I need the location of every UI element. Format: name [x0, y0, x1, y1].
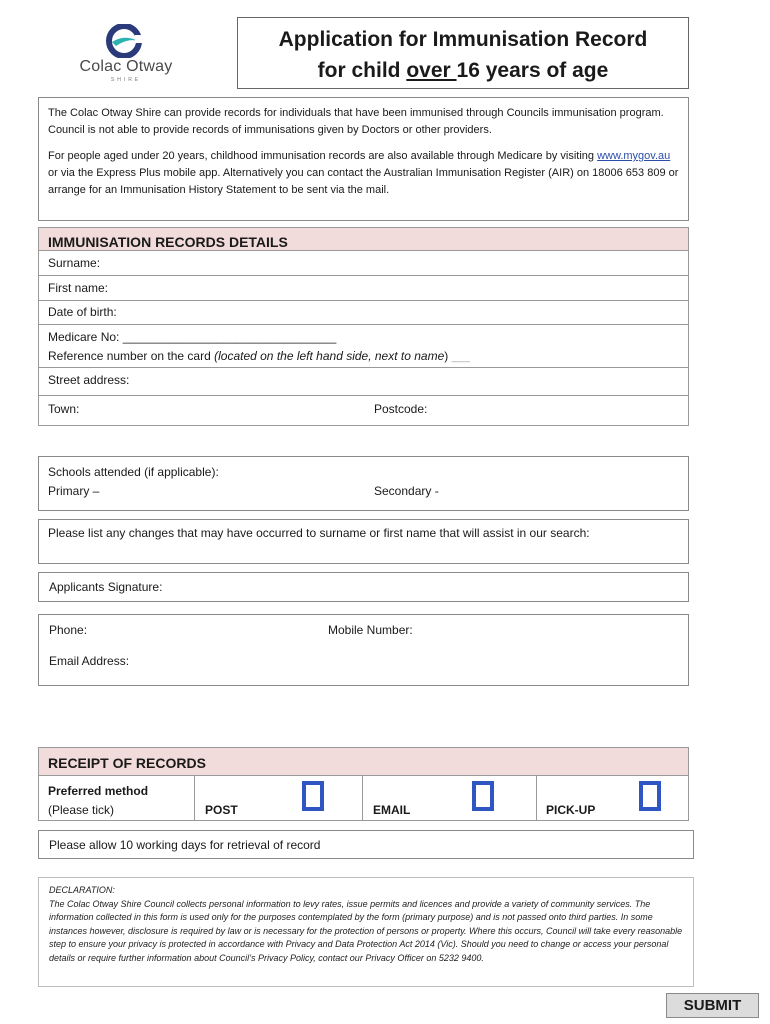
dob-field[interactable]: Date of birth:	[38, 301, 689, 325]
town-field[interactable]: Town:	[48, 402, 80, 416]
title-line2-pre: for child	[317, 59, 407, 82]
declaration-box	[38, 877, 694, 987]
primary-field[interactable]: Primary –	[48, 484, 100, 498]
pickup-checkbox[interactable]	[639, 781, 661, 811]
mobile-field[interactable]: Mobile Number:	[328, 623, 413, 637]
schools-label: Schools attended (if applicable):	[48, 465, 219, 479]
logo-emblem-icon	[104, 24, 148, 58]
ref-pre: Reference number on the card	[48, 349, 215, 363]
secondary-field[interactable]: Secondary -	[374, 484, 439, 498]
medicare-label: Medicare No: ________________________________	[48, 330, 337, 344]
pickup-label: PICK-UP	[546, 803, 596, 817]
street-address-field[interactable]: Street address:	[38, 368, 689, 396]
schools-box	[38, 456, 689, 511]
email-field[interactable]: Email Address:	[49, 654, 130, 668]
logo-sub: SHIRE	[110, 77, 142, 83]
title-line-2	[238, 55, 688, 86]
email-option[interactable]	[363, 776, 537, 820]
records-heading: IMMUNISATION RECORDS DETAILS	[38, 227, 689, 251]
page-title	[237, 17, 689, 89]
first-name-field[interactable]: First name:	[38, 276, 689, 301]
town-row	[38, 396, 689, 426]
preferred-method-label: Preferred method	[48, 784, 149, 798]
post-option[interactable]	[195, 776, 363, 820]
surname-field[interactable]: Surname:	[38, 251, 689, 276]
title-line2-underline: over	[406, 59, 457, 82]
ref-post: )	[444, 349, 449, 363]
preferred-method-cell	[39, 776, 195, 820]
email-checkbox[interactable]	[472, 781, 494, 811]
logo-name: Colac Otway	[79, 58, 173, 75]
receipt-heading: RECEIPT OF RECORDS	[38, 747, 689, 776]
name-changes-field[interactable]: Please list any changes that may have occurred to surname or first name that will assist in our search:	[38, 519, 689, 564]
intro-box	[38, 97, 689, 221]
signature-field[interactable]: Applicants Signature:	[38, 572, 689, 602]
mygov-link[interactable]: www.mygov.au	[597, 150, 671, 162]
title-line2-post: 16 years of age	[456, 59, 609, 82]
intro-p2-pre: For people aged under 20 years, childhood immunisation records are also available through Medicare by visiting	[48, 150, 598, 162]
post-label: POST	[205, 803, 238, 817]
ref-blank: ___	[451, 351, 470, 363]
please-tick-label: (Please tick)	[48, 803, 115, 817]
council-logo	[76, 24, 176, 82]
submit-button[interactable]: SUBMIT	[666, 993, 759, 1018]
post-checkbox[interactable]	[302, 781, 324, 811]
phone-field[interactable]: Phone:	[49, 623, 88, 637]
postcode-field[interactable]: Postcode:	[374, 402, 428, 416]
email-label: EMAIL	[373, 803, 411, 817]
title-line-1: Application for Immunisation Record	[278, 28, 648, 51]
retrieval-notice: Please allow 10 working days for retrieval of record	[38, 830, 694, 859]
medicare-field[interactable]	[38, 325, 689, 368]
reference-label	[48, 347, 688, 367]
pickup-option[interactable]	[537, 776, 688, 820]
declaration-text: The Colac Otway Shire Council collects personal information to levy rates, issue permits and licences and provide a variety of community services. The information collected in this form is used only for the purposes contemplated by the form (primary purpose) and is not passed onto third parties. In some instances however, disclosure is required by law or is necessary for the protection of persons or property. Where this occurs, Council will take every reasonable step to ensure your privacy is protected in accordance with Privacy and Data Protection Act 2014 (Vic). Should you need to change or access your personal details or require further information about Council’s Privacy Policy, contact our Privacy Officer on 5232 9400.	[49, 898, 683, 963]
ref-italic: (located on the left hand side, next to name	[214, 349, 445, 363]
declaration-heading: DECLARATION:	[49, 885, 115, 895]
intro-p2-post: or via the Express Plus mobile app. Alternatively you can contact the Australian Immunisation Register (AIR) on 18006 653 809 or arrange for an Immunisation History Statement to be sent via the mail.	[48, 167, 679, 196]
intro-paragraph-2	[48, 148, 679, 199]
contact-box	[38, 614, 689, 686]
intro-paragraph-1: The Colac Otway Shire can provide records for individuals that have been immunised through Councils immunisation program. Council is not able to provide records of immunisations given by Doctors or other providers.	[48, 107, 664, 136]
receipt-methods-row	[38, 776, 689, 821]
